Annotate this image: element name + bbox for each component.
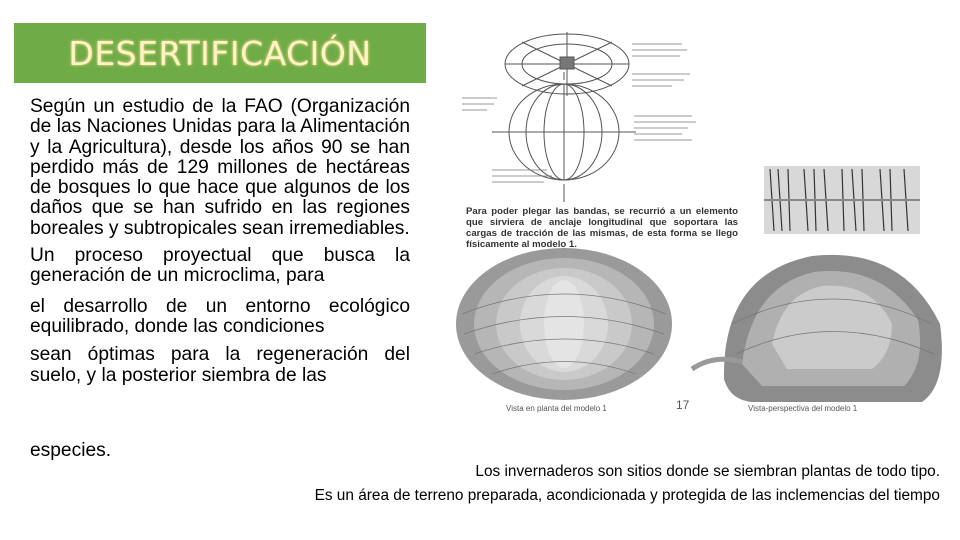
sketch-sphere-plan bbox=[505, 32, 629, 96]
title-banner bbox=[14, 23, 426, 83]
caption-area-terreno: Es un área de terreno preparada, acondicionada y protegida de las inclemencias del tiempo bbox=[314, 487, 940, 504]
paragraph-suelo: sean óptimas para la regeneración del suelo, y la posterior siembra de las bbox=[30, 344, 410, 386]
fiber-photo bbox=[764, 166, 920, 234]
figure-note: Para poder plegar las bandas, se recurrió a un elemento que sirviera de anclaje longitudinal que soportara las cargas de tracción de las mismas, de esta forma se llego físicamente al modelo 1. bbox=[466, 206, 738, 250]
model-photo-plan bbox=[456, 248, 672, 400]
paragraph-especies: especies. bbox=[30, 440, 112, 461]
figure-page-number: 17 bbox=[676, 398, 690, 412]
caption-invernaderos: Los invernaderos son sitios donde se siembran plantas de todo tipo. bbox=[475, 463, 940, 480]
model-photo-perspective bbox=[692, 255, 942, 402]
figure-caption-perspective: Vista-perspectiva del modelo 1 bbox=[748, 404, 858, 413]
figure-caption-plan: Vista en planta del modelo 1 bbox=[506, 404, 607, 413]
paragraph-fao: Según un estudio de la FAO (Organización de las Naciones Unidas para la Alimentación y la Agricultura), desde los años 90 se han perdido más de 129 millones de hectáreas de bosques lo que hace que algunos de los daños que se han sufrido en las regiones boreales y subtropicales sean irremediables. bbox=[30, 96, 410, 239]
sketch-annotations bbox=[462, 44, 696, 182]
page-title: DESERTIFICACIÓN bbox=[68, 33, 372, 73]
body-text bbox=[30, 97, 410, 386]
sketch-sphere-elevation bbox=[492, 72, 636, 202]
paragraph-proceso: Un proceso proyectual que busca la generación de un microclima, para bbox=[30, 245, 410, 287]
paragraph-entorno: el desarrollo de un entorno ecológico equilibrado, donde las condiciones bbox=[30, 295, 410, 337]
